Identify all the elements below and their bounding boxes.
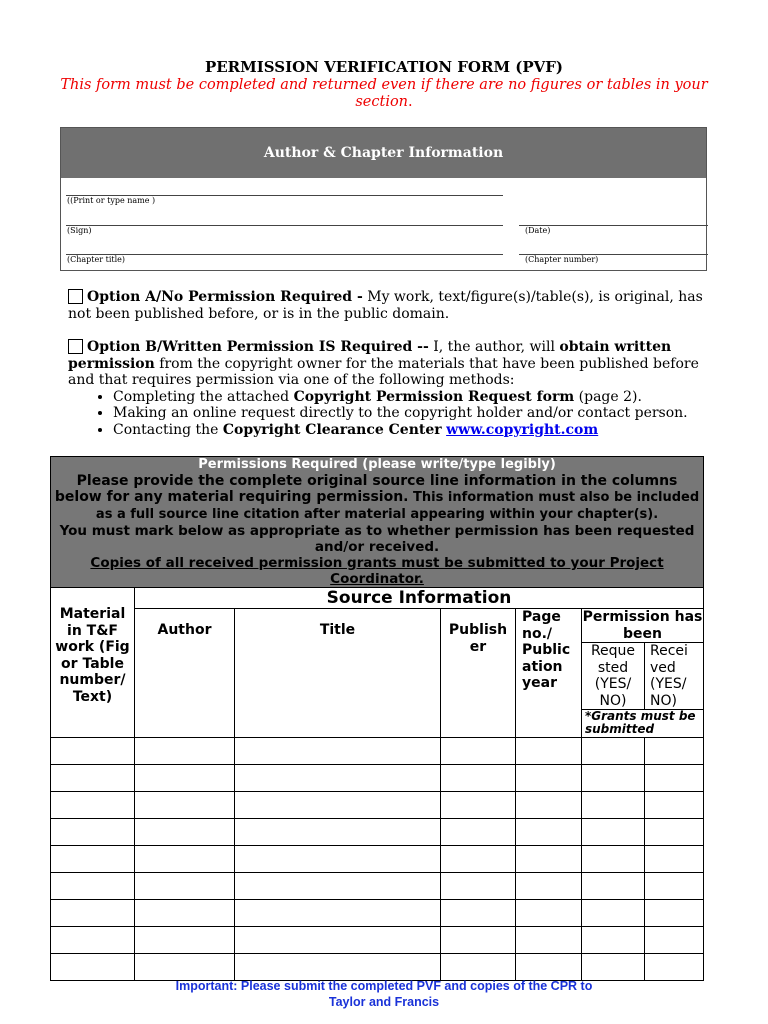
footer-line-2: Taylor and Francis xyxy=(328,995,440,1009)
option-a-text: My work, text/figure(s)/table(s), is original, has not been published before, or is in the public domain. xyxy=(68,289,703,322)
option-b-bold: obtain written permission xyxy=(68,339,672,372)
col-publisher: Publish er xyxy=(441,609,516,738)
col-author: Author xyxy=(135,609,235,738)
author-chapter-section xyxy=(60,127,707,271)
chapter-title-label: (Chapter title) xyxy=(67,255,126,264)
source-info-heading: Source Information xyxy=(135,588,704,609)
permissions-instructions: Please provide the complete original source line information in the columns below for any material requiring permission. This information must also be included as a full source line citation after material appearing within your chapter(s). xyxy=(54,473,700,522)
form-title: PERMISSION VERIFICATION FORM (PVF) xyxy=(204,58,564,76)
table-row[interactable] xyxy=(51,900,704,927)
footer-line-1: Important: Please submit the completed PVF and copies of the CPR to xyxy=(175,979,593,993)
option-b-text1: I, the author, will xyxy=(428,339,560,355)
chapter-title-line[interactable] xyxy=(66,254,503,255)
copyright-link[interactable]: www.copyright.com xyxy=(446,421,599,438)
permissions-header xyxy=(51,457,704,588)
option-b-label: Option B/Written Permission IS Required -- xyxy=(87,339,429,355)
grants-note: *Grants must be submitted xyxy=(582,710,704,738)
table-row[interactable] xyxy=(51,927,704,954)
permissions-copies-note: Copies of all received permission grants must be submitted to your Project Coordinator. xyxy=(90,555,664,587)
warning-period: . xyxy=(408,94,413,110)
permissions-header-title: Permissions Required (please write/type legibly) xyxy=(198,457,556,472)
sign-label: (Sign) xyxy=(67,226,92,235)
form-warning xyxy=(60,77,708,111)
table-row[interactable] xyxy=(51,792,704,819)
table-row[interactable] xyxy=(51,954,704,981)
author-section-header: Author & Chapter Information xyxy=(61,128,706,178)
col-permission: Permission has been xyxy=(582,609,703,642)
table-row[interactable] xyxy=(51,819,704,846)
table-row[interactable] xyxy=(51,738,704,765)
col-page-year: Page no./ Public ation year xyxy=(516,609,582,738)
permissions-mark-note: You must mark below as appropriate as to whether permission has been requested and/or received. xyxy=(59,523,695,555)
col-received: Recei ved (YES/ NO) xyxy=(645,643,704,710)
col-material: Material in T&F work (Fig or Table number/ Text) xyxy=(51,588,135,738)
option-a xyxy=(68,289,704,322)
sign-line[interactable] xyxy=(66,225,503,226)
footer-note xyxy=(0,978,768,1010)
method-list xyxy=(68,389,704,439)
col-requested: Reque sted (YES/ NO) xyxy=(582,643,645,710)
option-b-text2: from the copyright owner for the materials that have been published before and that requires permission via one of the following methods: xyxy=(68,355,699,388)
chapter-number-label: (Chapter number) xyxy=(525,255,599,264)
date-label: (Date) xyxy=(525,226,551,235)
option-a-label: Option A/No Permission Required - xyxy=(87,289,363,305)
list-item: • Making an online request directly to the copyright holder and/or contact person. xyxy=(113,405,704,422)
option-b xyxy=(68,339,704,438)
name-label: ((Print or type name ) xyxy=(67,196,156,205)
table-row[interactable] xyxy=(51,765,704,792)
option-b-checkbox[interactable] xyxy=(68,339,83,354)
col-title: Title xyxy=(235,609,441,738)
table-row[interactable] xyxy=(51,873,704,900)
table-row[interactable] xyxy=(51,846,704,873)
option-a-checkbox[interactable] xyxy=(68,289,83,304)
list-item: • Completing the attached Copyright Permission Request form (page 2). xyxy=(113,389,704,406)
warning-text: This form must be completed and returned even if there are no figures or tables in your section xyxy=(60,77,708,110)
list-item: • Contacting the Copyright Clearance Center www.copyright.com xyxy=(113,422,704,439)
permissions-table xyxy=(50,456,704,981)
